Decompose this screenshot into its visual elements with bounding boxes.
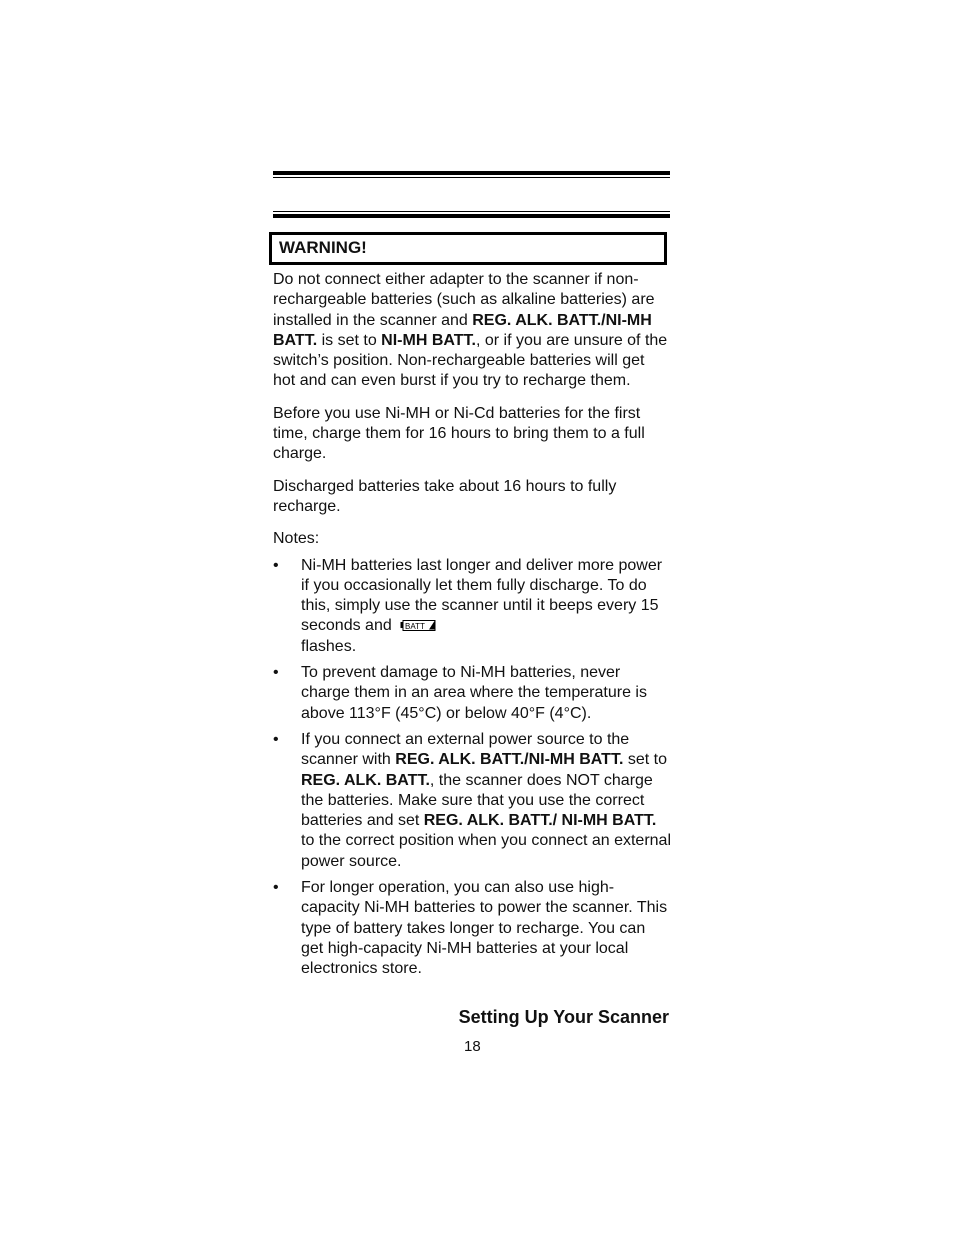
text-run: set to [623,751,667,769]
top-rule-thick [273,171,670,175]
text-run: Do not connect either adapter to the scanner if non-rechargeable batteries (such as alkaline batteries) are installed in the scanner and [273,271,655,329]
notes-label: Notes: [273,530,320,548]
second-rule-thick [273,214,670,218]
text-run: to the correct position when you connect an external power source. [301,832,671,870]
bullet: • [273,730,279,748]
switch-setting-bold: NI-MH BATT. [381,331,476,349]
switch-name-bold: REG. ALK. BATT./ NI-MH BATT. [423,812,657,830]
bullet: • [273,664,279,682]
switch-name-bold: REG. ALK. BATT./NI-MH BATT. [273,311,652,349]
text-run: To prevent damage to Ni-MH batteries, never charge them in an area where the temperature is above 113°F (45°C) or below 40°F (4°C). [301,664,647,722]
recharge-time-paragraph: Discharged batteries take about 16 hours to fully recharge. [273,477,617,515]
first-charge-paragraph: Before you use Ni-MH or Ni-Cd batteries for the first time, charge them for 16 hours to bring them to a full charge. [273,404,645,463]
bullet: • [273,556,279,574]
switch-name-bold: REG. ALK. BATT./NI-MH BATT. [395,751,624,769]
section-title: Setting Up Your Scanner [458,1007,669,1027]
bullet: • [273,879,279,897]
list-item [273,730,671,872]
second-rule-thin [273,211,670,212]
text-run: , or if you are unsure of the switch’s position. Non-rechargeable batteries will get hot and can even burst if you try to recharge them. [273,331,668,390]
warning-label: WARNING! [279,238,367,257]
list-item [273,556,671,657]
battery-indicator-icon [400,620,436,631]
warning-paragraph [273,270,671,392]
switch-setting-bold: REG. ALK. BATT. [301,771,430,789]
list-item [273,878,671,979]
text-run: , the scanner does NOT charge the batteries. Make sure that you use the correct batteries and set [301,771,653,830]
text-run: Ni-MH batteries last longer and deliver more power if you occasionally let them fully discharge. To do this, simply use the scanner until it beeps every 15 seconds and [301,556,663,635]
text-run: If you connect an external power source to the scanner with [301,730,630,769]
text-run: For longer operation, you can also use high-capacity Ni-MH batteries to power the scanner. This type of battery takes longer to recharge. You can get high-capacity Ni-MH batteries at your local electronics store. [301,879,668,978]
list-item [273,663,671,724]
top-rule-thin [273,177,670,178]
text-run: is set to [317,331,382,349]
warning-box [269,232,667,265]
page-number: 18 [464,1038,481,1055]
battery-indicator-label: BATT [405,621,426,631]
notes-list [273,556,671,980]
body-content [273,270,671,986]
text-run: flashes. [301,637,357,655]
